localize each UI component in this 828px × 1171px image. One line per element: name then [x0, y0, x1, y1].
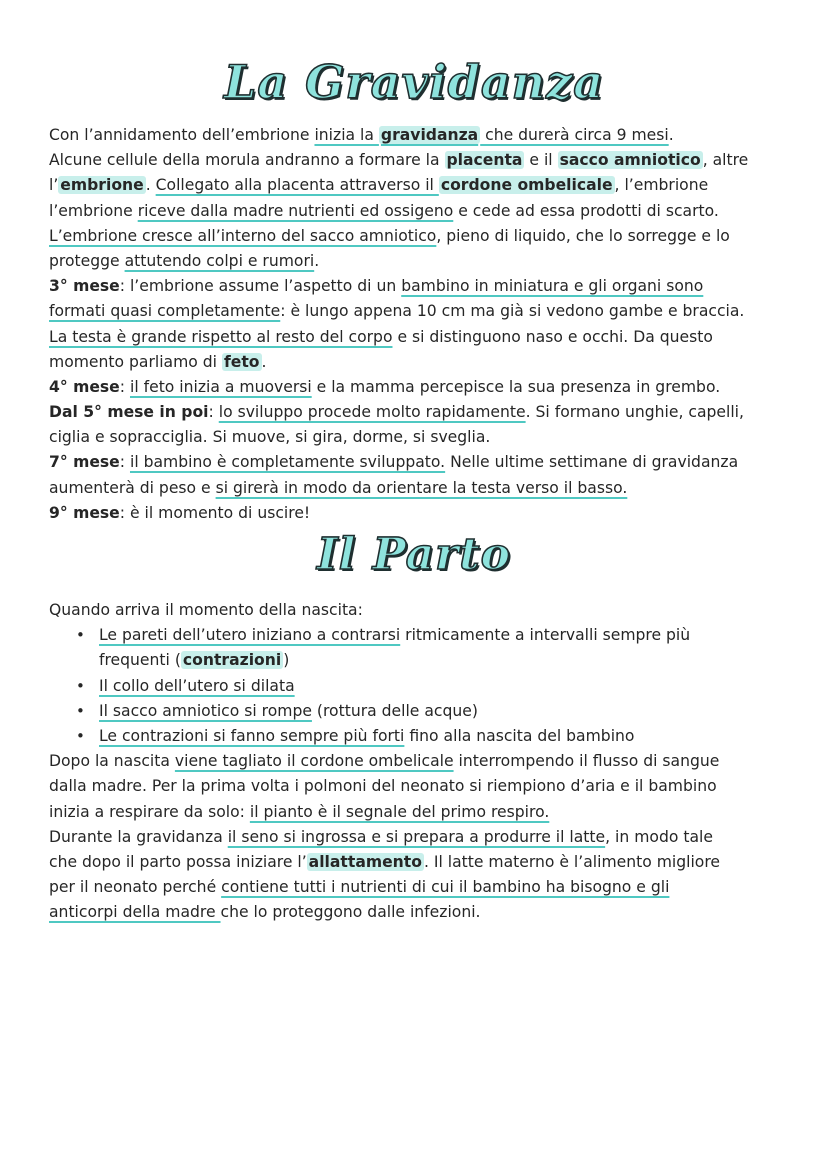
text-line	[49, 199, 784, 224]
text: : è il momento di uscire!	[119, 503, 311, 522]
text: dalla madre. Per la prima volta i polmoni del neonato si riempiono d’aria e il bambino	[49, 777, 717, 796]
text: :	[208, 403, 219, 422]
text: per il neonato perché	[49, 878, 222, 897]
text-line	[49, 249, 784, 274]
text-line	[49, 900, 784, 925]
list-item	[49, 623, 784, 648]
text-line	[49, 123, 784, 148]
text-line	[49, 400, 784, 425]
text: e cede ad essa prodotti di scarto.	[453, 201, 719, 220]
underlined-text: formati quasi completamente	[49, 302, 281, 321]
underlined-text: Il collo dell’utero si dilata	[99, 676, 295, 695]
text: inizia la	[314, 126, 379, 144]
text: momento parliamo di	[49, 352, 222, 371]
text: . Il latte materno è l’alimento migliore	[423, 852, 721, 871]
underlined-text: Le contrazioni si fanno sempre più forti	[99, 726, 405, 745]
text-line	[49, 425, 784, 450]
text-line	[49, 274, 784, 299]
text: che durerà circa 9 mesi	[480, 126, 669, 144]
text-line	[49, 173, 784, 198]
text: , in modo tale	[605, 827, 713, 846]
text: Nelle ultime settimane di gravidanza	[445, 453, 739, 472]
label-9-mese: 9° mese	[49, 503, 120, 522]
text: l’embrione	[49, 201, 138, 220]
bullet-icon: •	[76, 701, 85, 720]
text: .	[668, 126, 674, 144]
highlight-feto: feto	[223, 352, 260, 371]
list-item	[49, 724, 784, 749]
text: interrompendo il flusso di sangue	[453, 752, 720, 771]
highlight-embrione: embrione	[60, 176, 144, 195]
underlined-text: attutendo colpi e rumori	[124, 251, 315, 270]
text-line	[49, 850, 784, 875]
text: :	[119, 453, 130, 472]
label-dal-5-mese: Dal 5° mese in poi	[49, 403, 209, 422]
underlined-text: riceve dalla madre nutrienti ed ossigeno	[137, 201, 454, 220]
text: :	[119, 377, 130, 396]
label-4-mese: 4° mese	[49, 377, 120, 396]
text: ritmicamente a intervalli sempre più	[400, 626, 691, 645]
text-line	[49, 148, 784, 173]
text: )	[283, 651, 290, 670]
text: inizia a respirare da solo:	[49, 802, 250, 821]
text-line	[49, 299, 784, 324]
text-line	[49, 774, 784, 799]
text-line	[49, 450, 784, 475]
title-il-parto: Il Parto	[317, 529, 511, 580]
underlined-text: L’embrione cresce all’interno del sacco amniotico	[49, 226, 437, 245]
underlined-text	[314, 126, 668, 144]
text: , altre	[702, 151, 749, 170]
text-line	[49, 875, 784, 900]
underlined-text: il feto inizia a muoversi	[129, 377, 312, 396]
text: protegge	[49, 251, 125, 270]
list-item-continuation	[49, 648, 784, 673]
text: che lo proteggono dalle infezioni.	[220, 903, 481, 922]
text-line	[49, 375, 784, 400]
underlined-text: Il sacco amniotico si rompe	[99, 701, 312, 720]
text: , l’embrione	[614, 176, 709, 195]
text-line	[49, 825, 784, 850]
text: . Si formano unghie, capelli,	[525, 403, 744, 422]
text: Durante la gravidanza	[49, 827, 228, 846]
label-3-mese: 3° mese	[49, 277, 120, 296]
underlined-text: Le pareti dell’utero iniziano a contrarsi	[99, 626, 401, 645]
highlight-contrazioni: contrazioni	[182, 651, 282, 670]
text: .	[261, 352, 267, 371]
text: l’	[49, 176, 59, 195]
underlined-text: si girerà in modo da orientare la testa verso il basso.	[215, 478, 628, 497]
section-gravidanza	[49, 123, 784, 526]
text: Quando arriva il momento della nascita:	[49, 601, 363, 619]
list-item	[49, 674, 784, 699]
text-line	[49, 476, 784, 501]
underlined-text: viene tagliato il cordone ombelicale	[174, 752, 454, 771]
underlined-text: il bambino è completamente sviluppato.	[129, 453, 446, 472]
underlined-text: Collegato alla placenta attraverso il	[155, 176, 439, 195]
text: : è lungo appena 10 cm ma già si vedono gambe e braccia.	[280, 302, 745, 321]
bullet-icon: •	[76, 726, 85, 745]
text: : l’embrione assume l’aspetto di un	[119, 277, 402, 296]
underlined-text: il seno si ingrossa e si prepara a produrre il latte	[227, 827, 606, 846]
underlined-text: bambino in miniatura e gli organi sono	[401, 277, 704, 296]
text: Con l’annidamento dell’embrione	[49, 126, 315, 144]
text: .	[314, 251, 320, 270]
text: aumenterà di peso e	[49, 478, 216, 497]
list-item	[49, 699, 784, 724]
text-line	[49, 224, 784, 249]
bullet-icon: •	[76, 626, 85, 645]
text: Alcune cellule della morula andranno a formare la	[49, 151, 445, 170]
highlight-placenta: placenta	[446, 151, 523, 170]
title-la-gravidanza: La Gravidanza	[223, 55, 605, 109]
label-7-mese: 7° mese	[49, 453, 120, 472]
text: e la mamma percepisce la sua presenza in grembo.	[311, 377, 721, 396]
text-line	[49, 749, 784, 774]
text-line	[49, 501, 784, 526]
text: e il	[524, 151, 558, 170]
text-line	[49, 350, 784, 375]
highlight-sacco-amniotico: sacco amniotico	[559, 151, 701, 170]
underlined-text: contiene tutti i nutrienti di cui il bambino ha bisogno e gli	[221, 878, 670, 897]
underlined-text: La testa è grande rispetto al resto del corpo	[49, 327, 393, 346]
text: (rottura delle acque)	[311, 701, 478, 720]
highlight-cordone-ombelicale: cordone ombelicale	[440, 176, 613, 195]
text-line	[49, 325, 784, 350]
section-parto	[49, 598, 784, 925]
text: frequenti (	[99, 651, 181, 670]
text: .	[145, 176, 156, 195]
text: Dopo la nascita	[49, 752, 175, 771]
text-line	[49, 800, 784, 825]
underlined-text: lo sviluppo procede molto rapidamente	[218, 403, 526, 422]
text: e si distinguono naso e occhi. Da questo	[392, 327, 713, 346]
text: , pieno di liquido, che lo sorregge e lo	[436, 226, 730, 245]
text: fino alla nascita del bambino	[404, 726, 635, 745]
text: che dopo il parto possa iniziare l’	[49, 852, 307, 871]
highlight-gravidanza: gravidanza	[380, 126, 479, 144]
underlined-text: il pianto è il segnale del primo respiro.	[249, 802, 550, 821]
text: ciglia e sopracciglia. Si muove, si gira, dorme, si sveglia.	[49, 428, 491, 447]
bullet-icon: •	[76, 676, 85, 695]
underlined-text: anticorpi della madre	[49, 903, 221, 922]
text-line	[49, 598, 784, 623]
highlight-allattamento: allattamento	[308, 852, 422, 871]
